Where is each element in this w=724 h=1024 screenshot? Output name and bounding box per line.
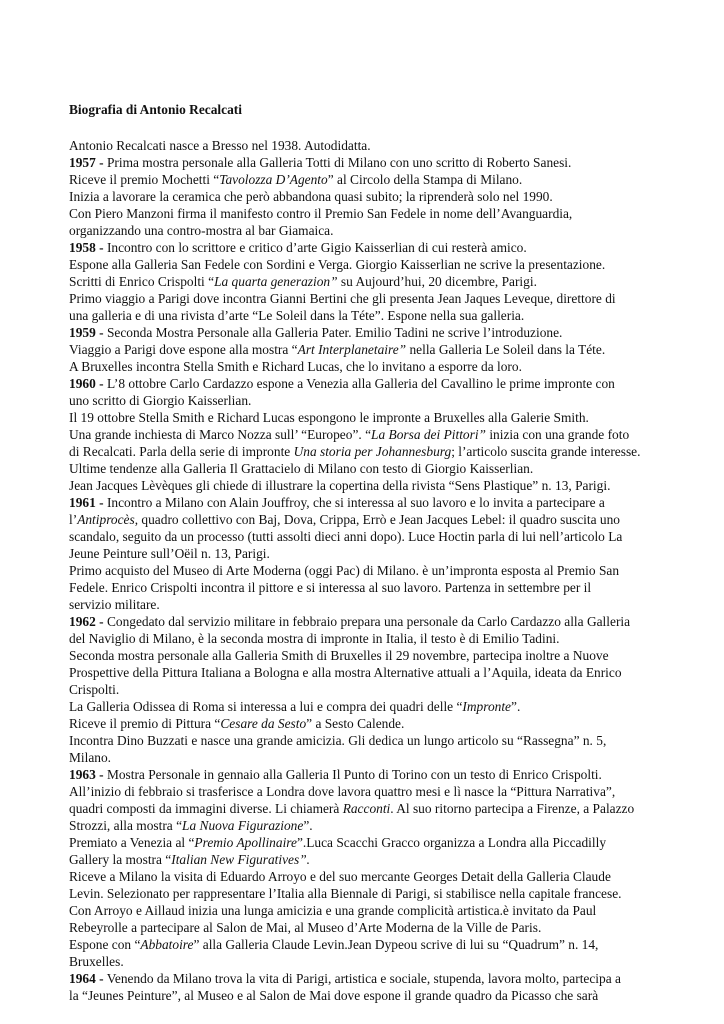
text-segment: Prospettive della Pittura Italiana a Bologna e alla mostra Alternative attuali a l’Aquila, ideata da Enrico (69, 665, 622, 680)
text-segment: Mostra Personale in gennaio alla Galleria Il Punto di Torino con un testo di Enrico Crispolti. (103, 767, 602, 782)
text-segment: , quadro collettivo con Baj, Dova, Crippa, Errò e Jean Jacques Lebel: il quadro suscita uno (134, 512, 620, 527)
text-segment: nella Galleria Le Soleil dans la Téte. (406, 342, 606, 357)
text-segment: Seconda Mostra Personale alla Galleria Pater. Emilio Tadini ne scrive l’introduzione. (103, 325, 563, 340)
text-segment: La Galleria Odissea di Roma si interessa a lui e compra dei quadri delle “ (69, 699, 463, 714)
italic-title: Una storia per Johannesburg (293, 444, 452, 459)
text-line (69, 392, 684, 409)
text-segment: L’8 ottobre Carlo Cardazzo espone a Venezia alla Galleria del Cavallino le prime impronte con (103, 376, 615, 391)
year-label: 1960 - (69, 376, 104, 391)
text-segment: del Naviglio di Milano, è la seconda mostra di impronte in Italia, il testo è di Emilio Tadini. (69, 631, 560, 646)
text-segment: uno scritto di Giorgio Kaisserlian. (69, 393, 252, 408)
text-segment: Jeune Peinture sull’Oëil n. 13, Parigi. (69, 546, 270, 561)
text-segment: di Recalcati. Parla della serie di impronte (69, 444, 294, 459)
text-line (69, 358, 684, 375)
text-segment: Riceve a Milano la visita di Eduardo Arroyo e del suo mercante Georges Detait della Galleria Claude (69, 869, 611, 884)
italic-title: Tavolozza D’Agento (219, 172, 328, 187)
text-segment: Antonio Recalcati nasce a Bresso nel 1938. Autodidatta. (69, 138, 371, 153)
document-title: Biografia di Antonio Recalcati (69, 102, 242, 117)
text-segment: ” a Sesto Calende. (306, 716, 405, 731)
text-line (69, 749, 684, 766)
text-segment: ; l’articolo suscita grande interesse. (451, 444, 641, 459)
text-line (69, 426, 684, 443)
text-line (69, 953, 684, 970)
text-line (69, 443, 684, 460)
text-line (69, 851, 684, 868)
text-line (69, 460, 684, 477)
text-line (69, 545, 684, 562)
text-segment: Crispolti. (69, 682, 120, 697)
text-line (69, 154, 684, 171)
text-segment: Con Piero Manzoni firma il manifesto contro il Premio San Fedele in nome dell’Avanguardia, (69, 206, 573, 221)
text-segment: scandalo, seguito da un processo (tutti assolti dieci anni dopo). Luce Hoctin parla di lui nell’articolo La (69, 529, 623, 544)
text-line (69, 256, 684, 273)
text-segment: Premiato a Venezia al “ (69, 835, 195, 850)
text-segment: Espone alla Galleria San Fedele con Sordini e Verga. Giorgio Kaisserlian ne scrive la presentazione. (69, 257, 606, 272)
text-segment: Milano. (69, 750, 112, 765)
text-segment: Congedato dal servizio militare in febbraio prepara una personale da Carlo Cardazzo alla Galleria (103, 614, 631, 629)
text-segment: Strozzi, alla mostra “ (69, 818, 183, 833)
text-line (69, 290, 684, 307)
text-segment: Espone con “ (69, 937, 141, 952)
year-label: 1962 - (69, 614, 104, 629)
text-segment: Fedele. Enrico Crispolti incontra il pittore e si interessa al suo lavoro. Partenza in settembre per il (69, 580, 592, 595)
text-line (69, 528, 684, 545)
text-line (69, 613, 684, 630)
italic-title: Racconti (342, 801, 391, 816)
text-line (69, 817, 684, 834)
text-segment: Gallery la mostra “ (69, 852, 172, 867)
text-segment: ”.Luca Scacchi Gracco organizza a Londra alla Piccadilly (296, 835, 607, 850)
text-line (69, 885, 684, 902)
text-segment: quadri composti da immagini diverse. Li chiamerà (69, 801, 343, 816)
text-segment: inizia con una grande foto (485, 427, 630, 442)
year-label: 1957 - (69, 155, 104, 170)
text-line (69, 919, 684, 936)
text-segment: su Aujourd’hui, 20 dicembre, Parigi. (337, 274, 537, 289)
text-line (69, 664, 684, 681)
italic-title: La quarta generazion” (214, 274, 338, 289)
text-segment: ”. (303, 818, 313, 833)
text-line (69, 681, 684, 698)
text-segment: Incontro a Milano con Alain Jouffroy, che si interessa al suo lavoro e lo invita a partecipare a (103, 495, 605, 510)
italic-title: La Borsa dei Pittori” (371, 427, 486, 442)
text-segment: Venendo da Milano trova la vita di Parigi, artistica e sociale, stupenda, lavora molto, partecipa a (103, 971, 621, 986)
italic-title: Abbatoire (140, 937, 194, 952)
text-segment: organizzando una contro-mostra al bar Giamaica. (69, 223, 334, 238)
text-segment: Bruxelles. (69, 954, 124, 969)
italic-title: Italian New Figuratives”. (171, 852, 310, 867)
italic-title: La Nuova Figurazione (182, 818, 304, 833)
text-line (69, 239, 684, 256)
text-line (69, 205, 684, 222)
text-line (69, 579, 684, 596)
text-line (69, 970, 684, 987)
text-line (69, 137, 684, 154)
text-segment: Primo viaggio a Parigi dove incontra Gianni Bertini che gli presenta Jean Jaques Leveque, direttore di (69, 291, 616, 306)
text-line (69, 596, 684, 613)
text-segment: ” al Circolo della Stampa di Milano. (327, 172, 523, 187)
text-line (69, 188, 684, 205)
text-line (69, 647, 684, 664)
text-segment: Rebeyrolle a partecipare al Salon de Mai, al Museo d’Arte Moderna de la Ville de Paris. (69, 920, 542, 935)
text-segment: Ultime tendenze alla Galleria Il Grattacielo di Milano con testo di Giorgio Kaisserlian. (69, 461, 534, 476)
year-label: 1963 - (69, 767, 104, 782)
text-segment: Levin. Selezionato per rappresentare l’Italia alla Biennale di Parigi, si stabilisce nella capitale francese. (69, 886, 622, 901)
text-line (69, 324, 684, 341)
biography-body (69, 137, 684, 1004)
text-line (69, 562, 684, 579)
text-segment: una galleria e di una rivista d’arte “Le Soleil dans la Téte”. Espone nella sua galleria. (69, 308, 525, 323)
text-segment: servizio militare. (69, 597, 160, 612)
text-line (69, 987, 684, 1004)
text-line (69, 800, 684, 817)
text-line (69, 936, 684, 953)
year-label: 1961 - (69, 495, 104, 510)
text-segment: Jean Jacques Lèvèques gli chiede di illustrare la copertina della rivista “Sens Plastique” n. 13, Parigi. (69, 478, 611, 493)
text-line (69, 834, 684, 851)
text-segment: Riceve il premio di Pittura “ (69, 716, 221, 731)
italic-title: Art Interplanetaire” (297, 342, 407, 357)
text-line (69, 494, 684, 511)
text-segment: Con Arroyo e Aillaud inizia una lunga amicizia e una grande complicità artistica.è invitato da Paul (69, 903, 597, 918)
text-line (69, 868, 684, 885)
text-segment: Il 19 ottobre Stella Smith e Richard Lucas espongono le impronte a Bruxelles alla Galerie Smith. (69, 410, 589, 425)
text-line (69, 766, 684, 783)
text-line (69, 902, 684, 919)
text-line (69, 715, 684, 732)
text-line (69, 307, 684, 324)
text-line (69, 477, 684, 494)
text-line (69, 273, 684, 290)
text-segment: l’ (69, 512, 78, 527)
text-segment: Viaggio a Parigi dove espone alla mostra “ (69, 342, 298, 357)
text-line (69, 783, 684, 800)
text-segment: Seconda mostra personale alla Galleria Smith di Bruxelles il 29 novembre, partecipa inoltre a Nuove (69, 648, 609, 663)
text-segment: All’inizio di febbraio si trasferisce a Londra dove lavora quattro mesi e lì nasce la “Pittura Narrativa”, (69, 784, 616, 799)
text-line (69, 222, 684, 239)
text-segment: ” alla Galleria Claude Levin.Jean Dypeou scrive di lui su “Quadrum” n. 14, (193, 937, 599, 952)
text-line (69, 341, 684, 358)
text-segment: Incontra Dino Buzzati e nasce una grande amicizia. Gli dedica un lungo articolo su “Rassegna” n. 5, (69, 733, 607, 748)
text-line (69, 630, 684, 647)
italic-title: Premio Apollinaire (194, 835, 297, 850)
text-segment: Inizia a lavorare la ceramica che però abbandona quasi subito; la riprenderà solo nel 1990. (69, 189, 553, 204)
text-segment: Una grande inchiesta di Marco Nozza sull’ “Europeo”. “ (69, 427, 372, 442)
text-line (69, 409, 684, 426)
text-segment: A Bruxelles incontra Stella Smith e Richard Lucas, che lo invitano a esporre da loro. (69, 359, 522, 374)
text-line (69, 732, 684, 749)
text-segment: Riceve il premio Mochetti “ (69, 172, 220, 187)
text-line (69, 698, 684, 715)
year-label: 1958 - (69, 240, 104, 255)
italic-title: Antiprocès (77, 512, 135, 527)
italic-title: Impronte (462, 699, 511, 714)
text-segment: . Al suo ritorno partecipa a Firenze, a Palazzo (390, 801, 635, 816)
year-label: 1964 - (69, 971, 104, 986)
text-segment: la “Jeunes Peinture”, al Museo e al Salon de Mai dove espone il grande quadro da Picasso che sarà (69, 988, 599, 1003)
text-segment: Prima mostra personale alla Galleria Totti di Milano con uno scritto di Roberto Sanesi. (103, 155, 572, 170)
text-line (69, 375, 684, 392)
text-segment: Incontro con lo scrittore e critico d’arte Gigio Kaisserlian di cui resterà amico. (103, 240, 527, 255)
text-line (69, 511, 684, 528)
text-line (69, 171, 684, 188)
text-segment: ”. (511, 699, 521, 714)
year-label: 1959 - (69, 325, 104, 340)
italic-title: Cesare da Sesto (220, 716, 307, 731)
text-segment: Scritti di Enrico Crispolti “ (69, 274, 215, 289)
text-segment: Primo acquisto del Museo di Arte Moderna (oggi Pac) di Milano. è un’impronta esposta al Premio San (69, 563, 620, 578)
